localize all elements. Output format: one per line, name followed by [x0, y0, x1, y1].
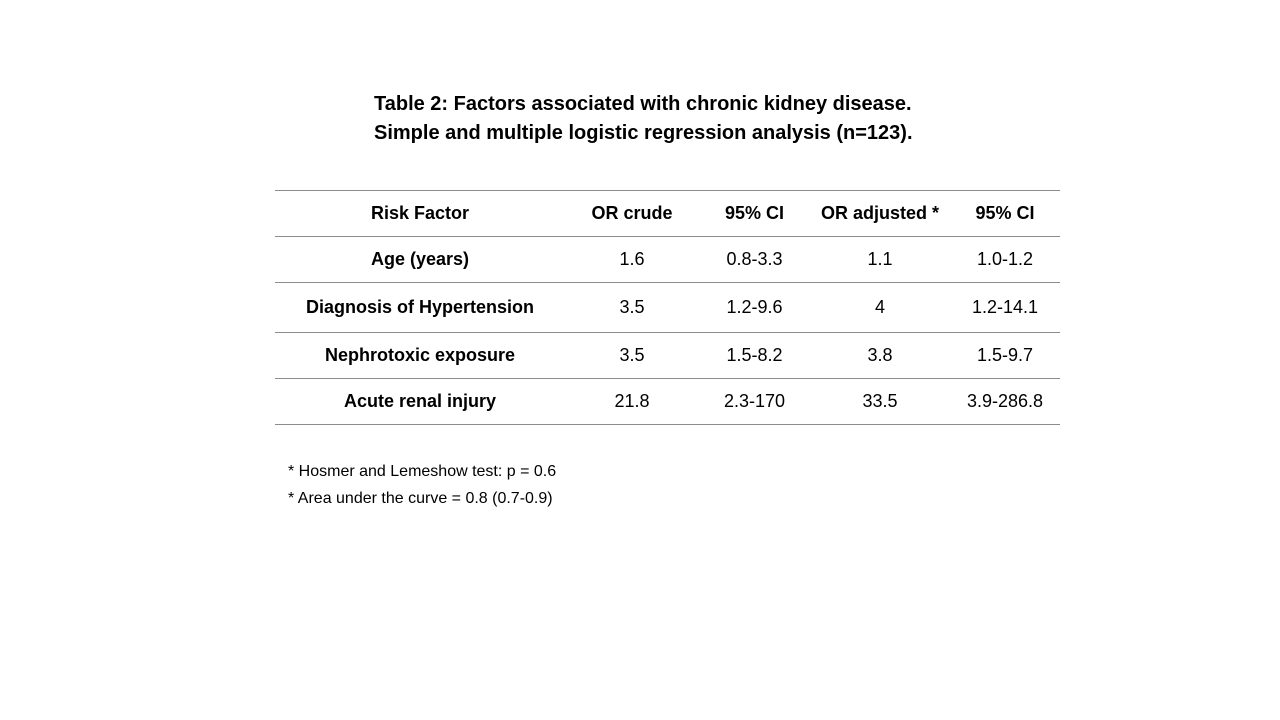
ci-crude-cell: 1.5-8.2	[726, 345, 783, 365]
table-row	[275, 379, 1060, 425]
ci-crude-cell: 1.2-9.6	[726, 297, 783, 317]
table-title	[374, 90, 913, 148]
risk-factor-cell: Nephrotoxic exposure	[324, 345, 516, 365]
header-risk-factor: Risk Factor	[370, 203, 470, 223]
risk-factor-cell: Diagnosis of Hypertension	[305, 297, 535, 317]
header-ci-adjusted: 95% CI	[975, 203, 1035, 223]
header-or-adjusted: OR adjusted *	[820, 203, 940, 223]
table-footnotes	[288, 458, 556, 512]
header-ci-crude: 95% CI	[724, 203, 785, 223]
footnote-auc: * Area under the curve = 0.8 (0.7-0.9)	[288, 490, 553, 507]
regression-table	[275, 190, 1060, 425]
table-row	[275, 333, 1060, 379]
table-header-row	[275, 191, 1060, 237]
risk-factor-cell: Acute renal injury	[343, 391, 497, 411]
ci-crude-cell: 0.8-3.3	[726, 249, 783, 269]
table-title-line-1: Table 2: Factors associated with chronic kidney disease.	[374, 93, 912, 115]
ci-adjusted-cell: 1.5-9.7	[976, 345, 1034, 365]
or-adjusted-cell: 1.1	[867, 249, 893, 269]
or-crude-cell: 21.8	[614, 391, 650, 411]
or-adjusted-cell: 33.5	[862, 391, 898, 411]
footnote-hosmer-lemeshow: * Hosmer and Lemeshow test: p = 0.6	[288, 463, 557, 480]
risk-factor-cell: Age (years)	[370, 249, 470, 269]
ci-adjusted-cell: 1.0-1.2	[976, 249, 1034, 269]
table-row	[275, 283, 1060, 333]
or-adjusted-cell: 4	[874, 297, 885, 317]
header-or-crude: OR crude	[591, 203, 673, 223]
or-crude-cell: 1.6	[619, 249, 645, 269]
ci-adjusted-cell: 3.9-286.8	[966, 391, 1044, 411]
table-title-line-2: Simple and multiple logistic regression analysis (n=123).	[374, 122, 913, 144]
ci-adjusted-cell: 1.2-14.1	[971, 297, 1039, 317]
or-adjusted-cell: 3.8	[867, 345, 893, 365]
or-crude-cell: 3.5	[619, 297, 645, 317]
or-crude-cell: 3.5	[619, 345, 645, 365]
ci-crude-cell: 2.3-170	[723, 391, 786, 411]
table-row	[275, 237, 1060, 283]
